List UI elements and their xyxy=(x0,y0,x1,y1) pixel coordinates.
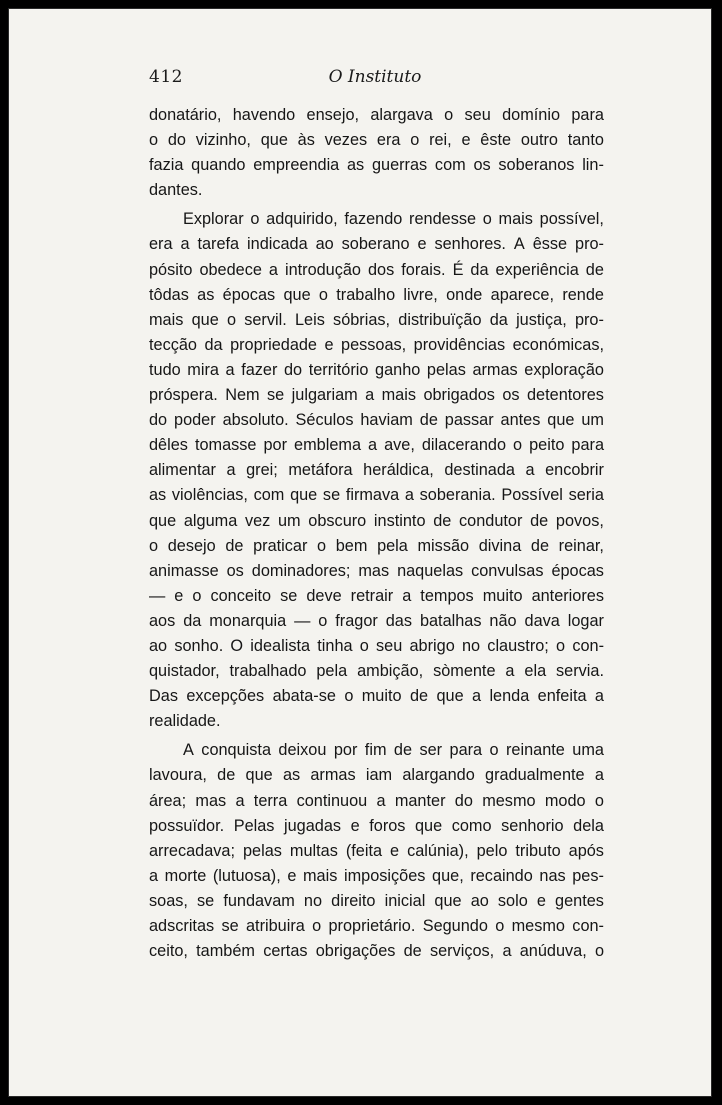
text-line: tôdas as épocas que o trabalho livre, onde aparece, rende xyxy=(149,285,604,304)
text-line: Das excepções abata-se o muito de que a lenda enfeita a xyxy=(149,687,604,706)
text-line: soas, se fundavam no direito inicial que ao solo e gentes xyxy=(149,891,604,910)
running-title: O Instituto xyxy=(328,67,422,87)
text-line: que alguma vez um obscuro instinto de condutor de povos, xyxy=(149,511,604,530)
text-line: tudo mira a fazer do território ganho pelas armas exploração xyxy=(149,360,604,379)
page-number: 412 xyxy=(149,67,183,87)
text-line: quistador, trabalhado pela ambição, sòmente a ela servia. xyxy=(149,662,604,681)
text-line: fazia quando empreendia as guerras com os soberanos lin- xyxy=(149,156,604,175)
text-line: ceito, também certas obrigações de serviços, a anúduva, o xyxy=(149,942,604,961)
paragraph xyxy=(149,103,604,203)
text-line: animasse os dominadores; mas naquelas convulsas épocas xyxy=(149,561,604,580)
text-line: o desejo de praticar o bem pela missão divina de reinar, xyxy=(149,536,604,555)
text-line: a morte (lutuosa), e mais imposições que, recaindo nas pes- xyxy=(149,866,604,885)
text-line: possuïdor. Pelas jugadas e foros que como senhorio dela xyxy=(149,816,604,835)
text-line: Explorar o adquirido, fazendo rendesse o mais possível, xyxy=(183,210,604,229)
paragraph xyxy=(149,738,604,964)
text-line: lavoura, de que as armas iam alargando gradualmente a xyxy=(149,766,604,785)
text-line: mais que o servil. Leis sóbrias, distribuïção da justiça, pro- xyxy=(149,310,604,329)
text-line: donatário, havendo ensejo, alargava o seu domínio para xyxy=(149,106,604,124)
text-line: alimentar a grei; metáfora heráldica, destinada a encobrir xyxy=(149,461,604,480)
text-line: tecção da propriedade e pessoas, providências económicas, xyxy=(149,335,604,354)
text-line: realidade. xyxy=(149,712,221,731)
text-line: era a tarefa indicada ao soberano e senhores. A êsse pro- xyxy=(149,235,604,254)
text-line: — e o conceito se deve retrair a tempos muito anteriores xyxy=(149,586,604,605)
paragraph xyxy=(149,207,604,734)
text-line: as violências, com que se firmava a soberania. Possível seria xyxy=(149,486,604,505)
text-line: arrecadava; pelas multas (feita e calúnia), pelo tributo após xyxy=(149,841,604,860)
text-line: dêles tomasse por emblema a ave, dilacerando o peito para xyxy=(149,436,604,455)
text-line: do poder absoluto. Séculos haviam de passar antes que um xyxy=(149,411,604,430)
text-line: aos da monarquia — o fragor das batalhas não dava logar xyxy=(149,611,604,630)
page-header xyxy=(149,67,601,97)
book-page xyxy=(8,8,712,1097)
text-line: dantes. xyxy=(149,181,203,200)
text-line: o do vizinho, que às vezes era o rei, e êste outro tanto xyxy=(149,131,604,150)
text-line: próspera. Nem se julgariam a mais obrigados os detentores xyxy=(149,386,604,405)
text-line: pósito obedece a introdução dos forais. É da experiência de xyxy=(149,260,604,279)
text-line: adscritas se atribuira o proprietário. Segundo o mesmo con- xyxy=(149,917,604,935)
body-text xyxy=(149,103,604,964)
text-line: A conquista deixou por fim de ser para o reinante uma xyxy=(183,741,604,760)
text-line: área; mas a terra continuou a manter do mesmo modo o xyxy=(149,791,604,810)
text-line: ao sonho. O idealista tinha o seu abrigo no claustro; o con- xyxy=(149,636,604,655)
